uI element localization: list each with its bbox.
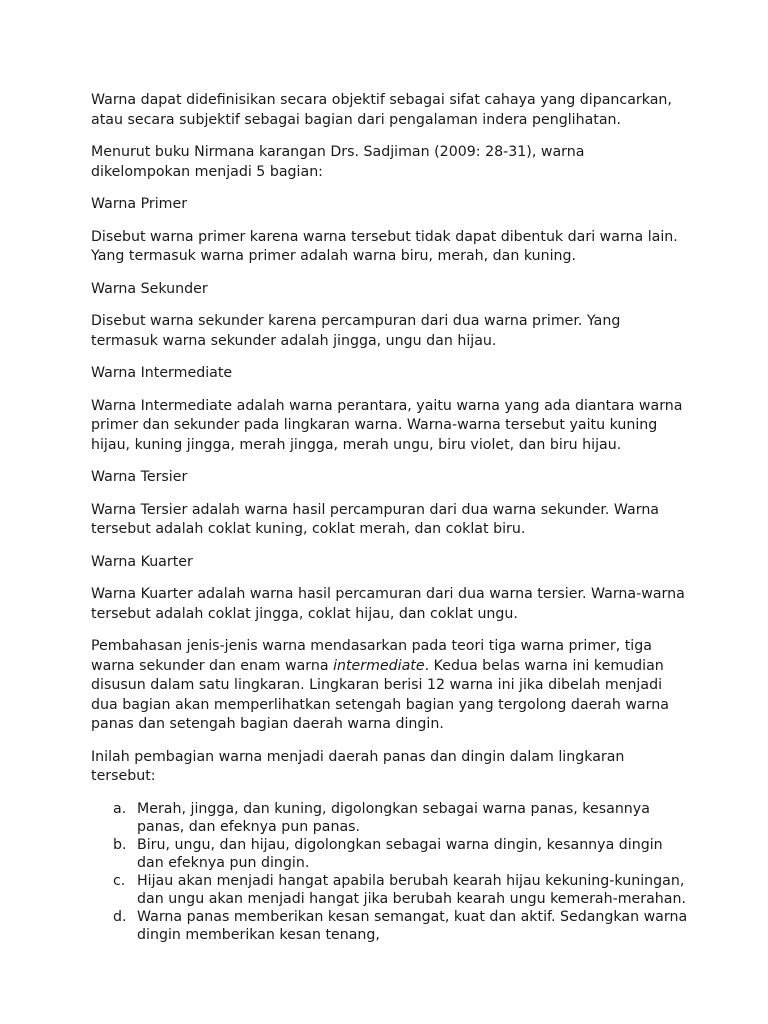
list-marker: c. <box>113 872 126 889</box>
heading-warna-sekunder: Warna Sekunder <box>91 280 208 297</box>
heading-warna-tersier: Warna Tersier <box>91 469 188 485</box>
pembahasan-text-end: . Kedua belas warna ini kemudian disusun dalam satu lingkaran. Lingkaran berisi 12 warna ini jika dibelah menjadi dua bagian akan memperlihatkan setengah bagian yang tergolong daerah warna panas dan setengah bagian daerah warna dingin. <box>91 657 669 732</box>
pembahasan-text-start: Pembahasan jenis-jenis warna mendasarkan pada teori tiga warna primer, tiga warna sekunder dan enam warna <box>91 638 652 674</box>
paragraph-warna-intermediate: Warna Intermediate adalah warna perantara, yaitu warna yang ada diantara warna primer dan sekunder pada lingkaran warna. Warna-warna tersebut yaitu kuning hijau, kuning jingga, merah jingga, merah ungu, biru violet, dan biru hijau. <box>91 397 683 453</box>
list-marker: a. <box>113 800 127 817</box>
heading-warna-primer: Warna Primer <box>91 196 188 212</box>
paragraph-inilah: Inilah pembagian warna menjadi daerah panas dan dingin dalam lingkaran tersebut: <box>91 748 625 784</box>
paragraph-nirmana: Menurut buku Nirmana karangan Drs. Sadjiman (2009: 28-31), warna dikelompokan menjadi 5 bagian: <box>91 144 585 180</box>
paragraph-pembahasan <box>91 637 688 735</box>
heading-warna-intermediate: Warna Intermediate <box>91 365 233 381</box>
list-item <box>91 836 688 872</box>
paragraph-definition: Warna dapat didefinisikan secara objektif sebagai sifat cahaya yang dipancarkan, atau secara subjektif sebagai bagian dari pengalaman indera penglihatan. <box>91 92 672 128</box>
paragraph-warna-sekunder: Disebut warna sekunder karena percampuran dari dua warna primer. Yang termasuk warna sekunder adalah jingga, ungu dan hijau. <box>91 313 621 349</box>
list-item <box>91 800 688 836</box>
pembahasan-italic-term: intermediate <box>333 657 425 674</box>
paragraph-warna-tersier: Warna Tersier adalah warna hasil percampuran dari dua warna sekunder. Warna tersebut adalah coklat kuning, coklat merah, dan coklat biru. <box>91 501 659 537</box>
list-item-text: Biru, ungu, dan hijau, digolongkan sebagai warna dingin, kesannya dingin dan efeknya pun dingin. <box>137 836 663 871</box>
list-item-text: Merah, jingga, dan kuning, digolongkan sebagai warna panas, kesannya panas, dan efeknya pun panas. <box>137 800 650 835</box>
list-item <box>91 872 688 908</box>
paragraph-warna-kuarter: Warna Kuarter adalah warna hasil percamuran dari dua warna tersier. Warna-warna tersebut adalah coklat jingga, coklat hijau, dan coklat ungu. <box>91 586 685 622</box>
list-item <box>91 908 688 944</box>
paragraph-warna-primer: Disebut warna primer karena warna tersebut tidak dapat dibentuk dari warna lain. Yang termasuk warna primer adalah warna biru, merah, dan kuning. <box>91 228 678 264</box>
list-item-text: Hijau akan menjadi hangat apabila berubah kearah hijau kekuning-kuningan, dan ungu akan menjadi hangat jika berubah kearah ungu kemerah-merahan. <box>137 872 686 907</box>
list-marker: d. <box>113 908 127 925</box>
list-item-text: Warna panas memberikan kesan semangat, kuat dan aktif. Sedangkan warna dingin memberikan kesan tenang, <box>137 908 688 943</box>
heading-warna-kuarter: Warna Kuarter <box>91 553 193 570</box>
list-marker: b. <box>113 836 127 853</box>
warna-list <box>91 800 688 944</box>
